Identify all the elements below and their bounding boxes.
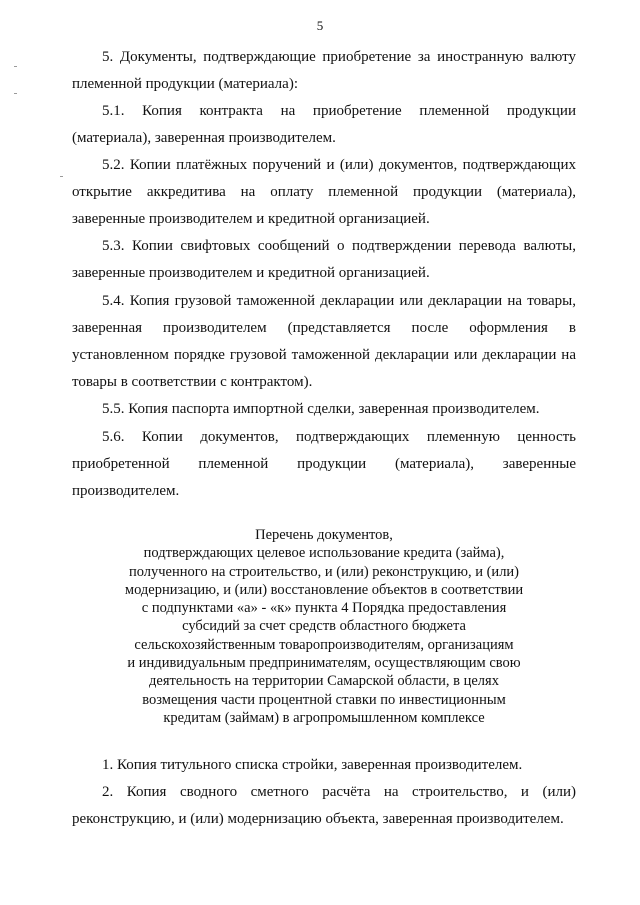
document-list-heading [72,526,576,727]
section-5-line: 5. Документы, подтверждающие приобретение за иностранную валюту [102,49,576,65]
section-5-6-line: 5.6. Копии документов, подтверждающих племенную ценность [102,429,576,445]
section-5-1 [72,98,576,152]
section-5-1-line: (материала), заверенная производителем. [72,130,336,146]
section-5-3-line: заверенные производителем и кредитной организацией. [72,265,430,281]
heading-line: подтверждающих целевое использование кредита (займа), [143,545,505,562]
section-5-2-line: 5.2. Копии платёжных поручений и (или) документов, подтверждающих [102,157,576,173]
section-5-4 [72,288,576,396]
heading-line: Перечень документов, [255,527,393,543]
heading-line: деятельность на территории Самарской области, в целях [149,673,499,690]
section-5-5-line: 5.5. Копия паспорта импортной сделки, заверенная производителем. [102,401,540,417]
section-5-5 [72,396,576,423]
heading-line: с подпунктами «а» - «к» пункта 4 Порядка предоставления [141,600,507,617]
list-item-2-line: 2. Копия сводного сметного расчёта на строительство, и (или) [102,784,576,800]
section-5-6-line: приобретенной племенной продукции (материала), заверенные [72,456,576,472]
section-5-2-line: заверенные производителем и кредитной организацией. [72,211,430,227]
heading-line: полученного на строительство, и (или) реконструкцию, и (или) [128,563,520,580]
heading-line: модернизацию, и (или) восстановление объектов в соответствии [124,581,524,598]
section-5-2-line: открытие аккредитива на оплату племенной продукции (материала), [72,184,576,200]
section-5-4-line: установленном порядке грузовой таможенной декларации или декларации на [72,347,576,363]
list-item-2-line: реконструкцию, и (или) модернизацию объекта, заверенная производителем. [72,811,564,827]
scan-artifact [14,93,17,94]
heading-line: субсидий за счет средств областного бюджета [182,618,466,635]
heading-line: возмещения части процентной ставки по инвестиционным [142,691,506,708]
heading-line: кредитам (займам) в агропромышленном комплексе [163,709,485,726]
section-5-3-line: 5.3. Копии свифтовых сообщений о подтверждении перевода валюты, [102,238,576,254]
heading-line: и индивидуальным предпринимателям, осуществляющим свою [127,655,521,672]
section-5-6 [72,424,576,505]
list-item-2 [72,779,576,833]
section-5-3 [72,233,576,287]
list-item-1 [72,752,576,779]
section-5-4-line: товары в соответствии с контрактом). [72,374,313,390]
heading-line: сельскохозяйственным товаропроизводителям, организациям [134,636,514,653]
section-5-6-line: производителем. [72,483,180,499]
section-5 [72,44,576,98]
section-5-2 [72,152,576,233]
scan-artifact [60,176,63,177]
section-5-1-line: 5.1. Копия контракта на приобретение племенной продукции [102,103,576,119]
section-5-4-line: 5.4. Копия грузовой таможенной декларации или декларации на товары, [102,293,576,309]
list-item-1-line: 1. Копия титульного списка стройки, заверенная производителем. [102,757,523,773]
section-5-4-line: заверенная производителем (представляется после оформления в [72,320,576,336]
page-number: 5 [316,18,324,33]
scan-artifact [14,66,17,67]
section-5-line: племенной продукции (материала): [72,76,298,92]
